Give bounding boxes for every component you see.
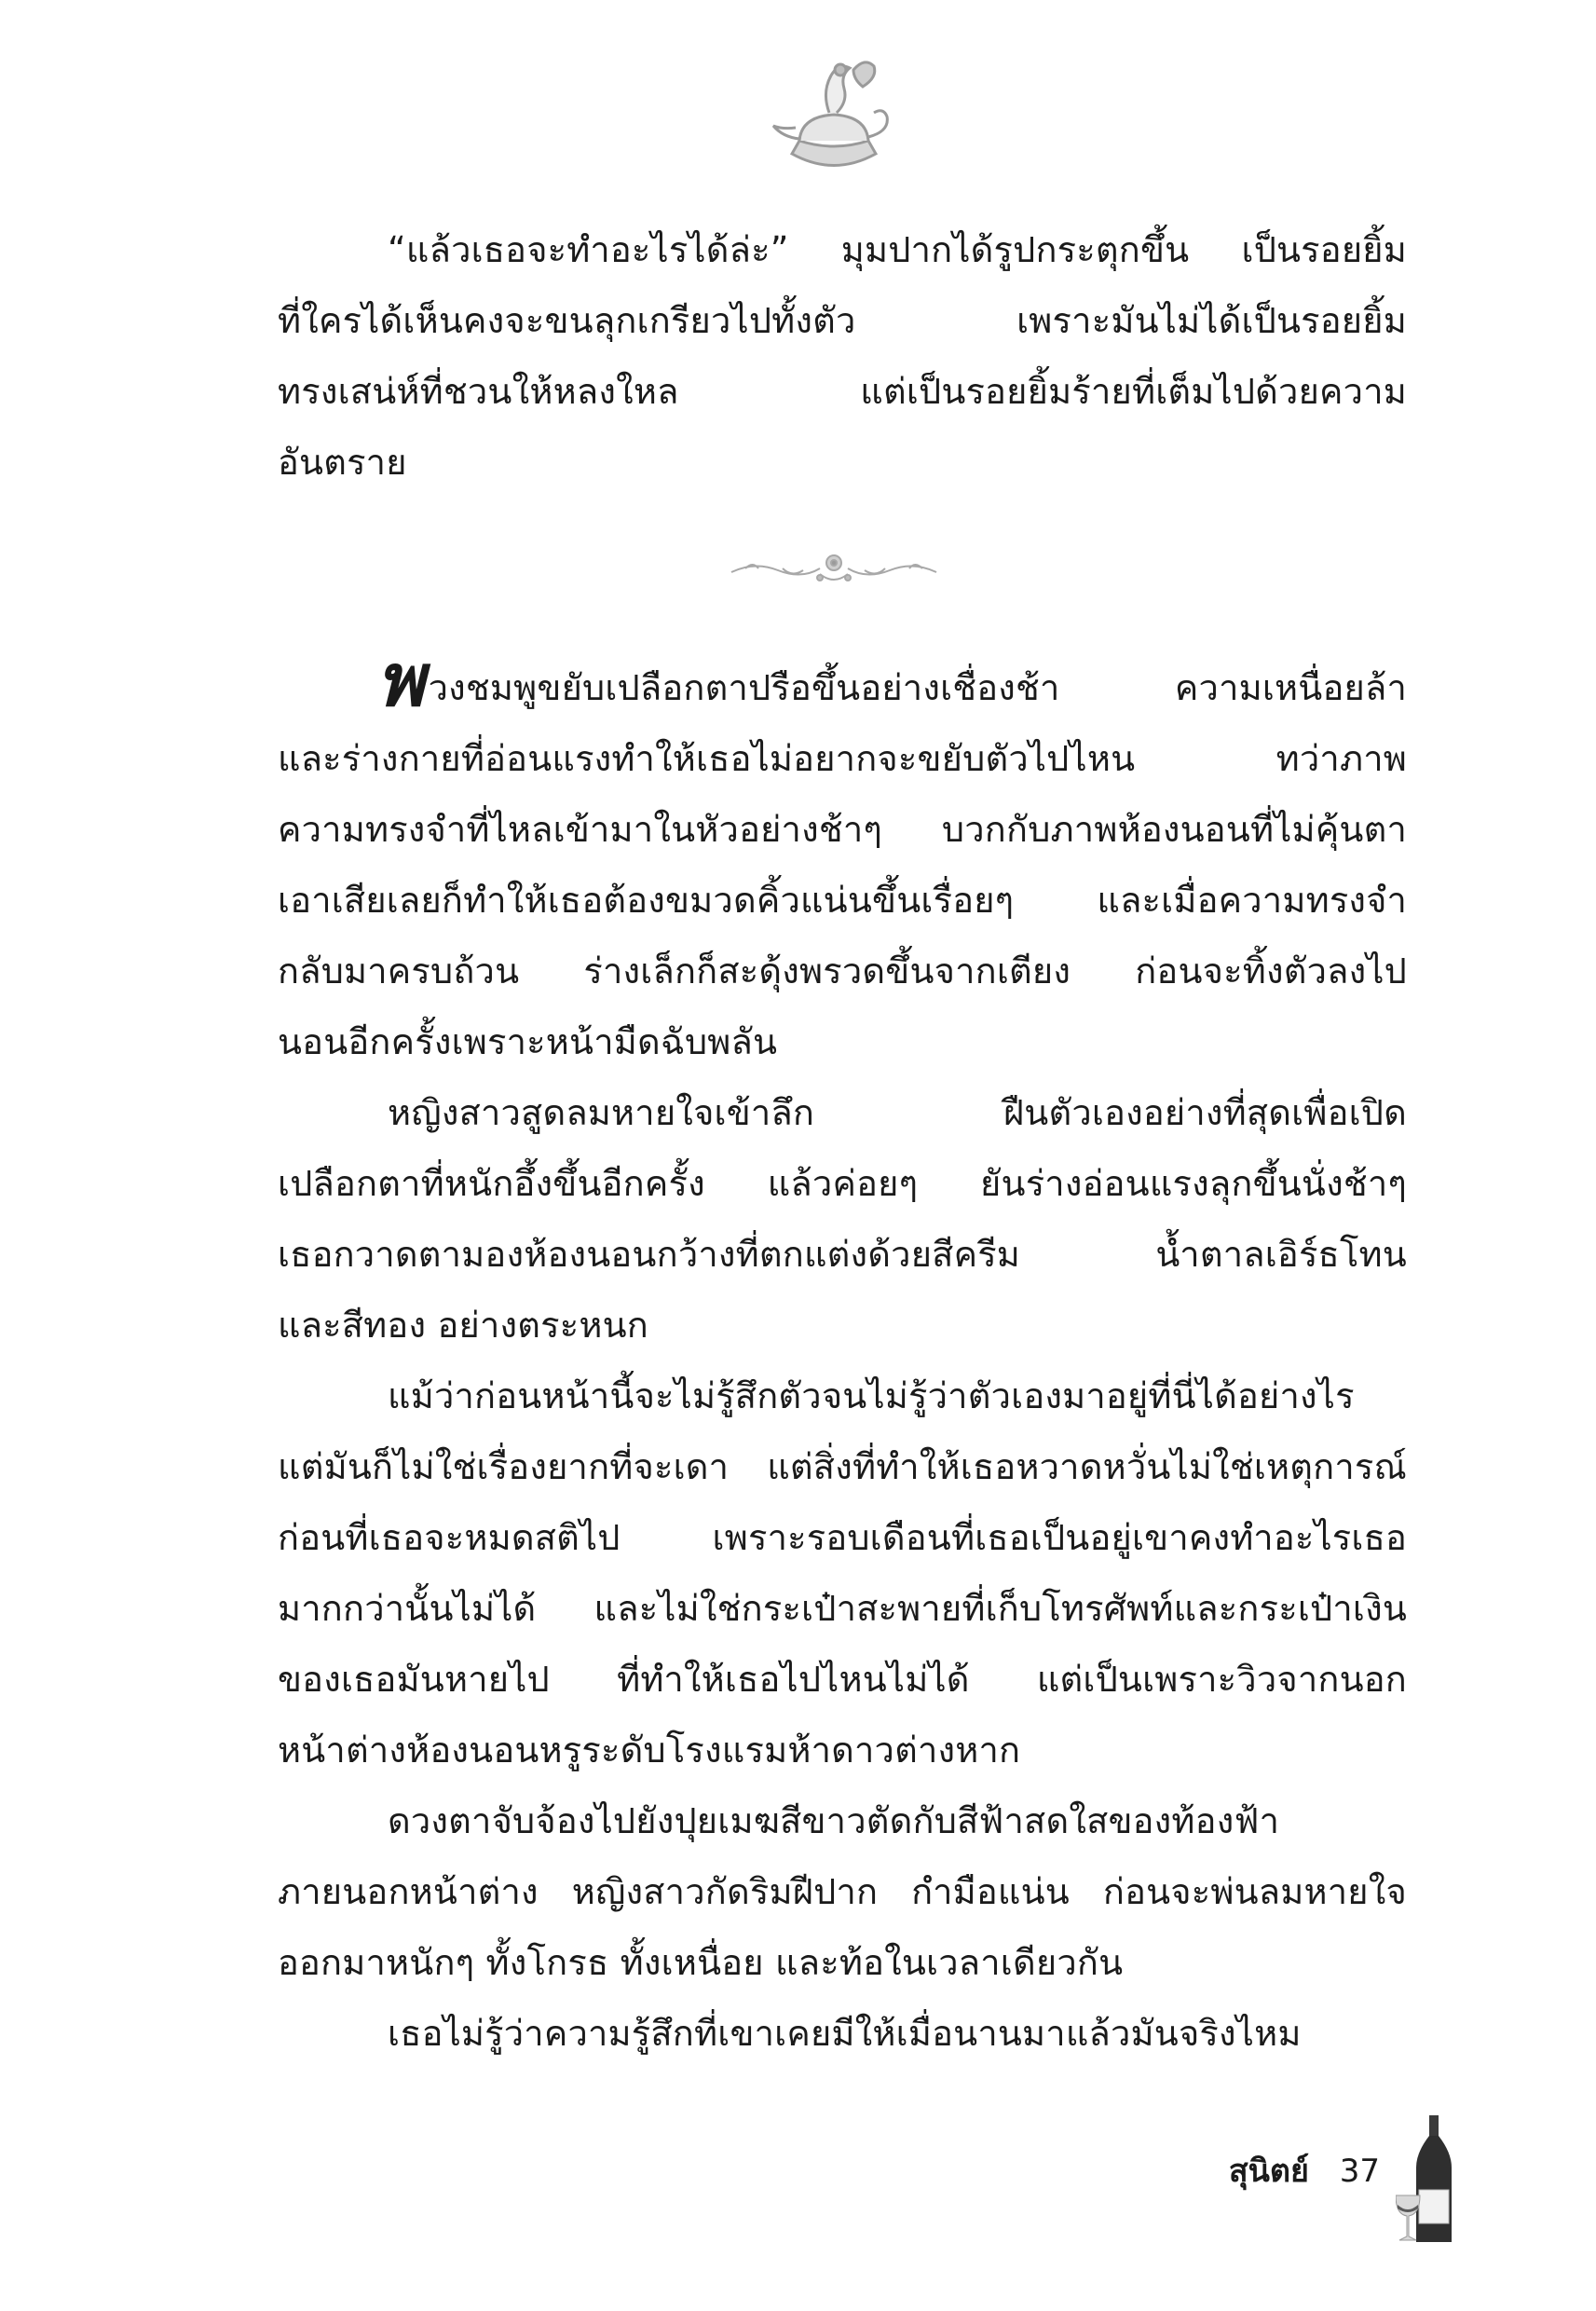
chapter-body	[278, 652, 1407, 2069]
text-line: แม้ว่าก่อนหน้านี้จะไม่รู้สึกตัวจนไม่รู้ว่าตัวเองมาอยู่ที่นี่ได้อย่างไร	[388, 1375, 1355, 1416]
author-name: สุนิตย์	[1228, 2153, 1309, 2190]
text-line: เธอไม่รู้ว่าความรู้สึกที่เขาเคยมีให้เมื่อนานมาแล้วมันจริงไหม	[388, 2013, 1302, 2054]
text-line	[278, 652, 1407, 723]
first-line-text: วงชมพูขยับเปลือกตาปรือขึ้นอย่างเชื่องช้า ความเหนื่อยล้า	[428, 667, 1407, 708]
text-line: ที่ใครได้เห็นคงจะขนลุกเกรียวไปทั้งตัว เพราะมันไม่ได้เป็นรอยยิ้ม	[278, 300, 1407, 341]
text-line: ทรงเสน่ห์ที่ชวนให้หลงใหล แต่เป็นรอยยิ้มร้ายที่เต็มไปด้วยความ	[278, 371, 1407, 412]
wine-bottle-glass-icon	[1396, 2115, 1463, 2246]
text-line: เอาเสียเลยก็ทำให้เธอต้องขมวดคิ้วแน่นขึ้นเรื่อยๆ และเมื่อความทรงจำ	[278, 880, 1407, 921]
text-line: หญิงสาวสูดลมหายใจเข้าลึก ฝืนตัวเองอย่างที่สุดเพื่อเปิด	[388, 1092, 1407, 1133]
genie-lamp-icon	[764, 51, 904, 182]
text-line: เปลือกตาที่หนักอึ้งขึ้นอีกครั้ง แล้วค่อยๆ ยันร่างอ่อนแรงลุกขึ้นนั่งช้าๆ	[278, 1163, 1407, 1204]
page-number: 37	[1339, 2153, 1380, 2190]
text-line: มากกว่านั้นไม่ได้ และไม่ใช่กระเป๋าสะพายที่เก็บโทรศัพท์และกระเป๋าเงิน	[278, 1588, 1407, 1629]
text-line: ความทรงจำที่ไหลเข้ามาในหัวอย่างช้าๆ บวกกับภาพห้องนอนที่ไม่คุ้นตา	[278, 809, 1407, 850]
text-line: กลับมาครบถ้วน ร่างเล็กก็สะดุ้งพรวดขึ้นจากเตียง ก่อนจะทิ้งตัวลงไป	[278, 950, 1407, 991]
text-line: และร่างกายที่อ่อนแรงทำให้เธอไม่อยากจะขยับตัวไปไหน ทว่าภาพ	[278, 738, 1407, 779]
text-line: แต่มันก็ไม่ใช่เรื่องยากที่จะเดา แต่สิ่งที่ทำให้เธอหวาดหวั่นไม่ใช่เหตุการณ์	[278, 1446, 1407, 1487]
text-line: นอนอีกครั้งเพราะหน้ามืดฉับพลัน	[278, 1021, 778, 1062]
text-line: ออกมาหนักๆ ทั้งโกรธ ทั้งเหนื่อย และท้อในเวลาเดียวกัน	[278, 1942, 1124, 1983]
text-line: อันตราย	[278, 442, 407, 483]
text-line: และสีทอง อย่างตระหนก	[278, 1305, 648, 1346]
text-line: ดวงตาจับจ้องไปยังปุยเมฆสีขาวตัดกับสีฟ้าสดใสของท้องฟ้า	[388, 1800, 1280, 1841]
text-line: เธอกวาดตามองห้องนอนกว้างที่ตกแต่งด้วยสีครีม น้ำตาลเอิร์ธโทน	[278, 1234, 1407, 1275]
text-line: หน้าต่างห้องนอนหรูระดับโรงแรมห้าดาวต่างหาก	[278, 1730, 1021, 1771]
intro-paragraph	[278, 214, 1407, 498]
floral-divider-icon	[727, 540, 941, 596]
text-line: “แล้วเธอจะทำอะไรได้ล่ะ” มุมปากได้รูปกระตุกขึ้น เป็นรอยยิ้ม	[388, 229, 1407, 270]
text-line: ภายนอกหน้าต่าง หญิงสาวกัดริมฝีปาก กำมือแน่น ก่อนจะพ่นลมหายใจ	[278, 1871, 1407, 1912]
text-line: ก่อนที่เธอจะหมดสติไป เพราะรอบเดือนที่เธอเป็นอยู่เขาคงทำอะไรเธอ	[278, 1517, 1407, 1558]
page-footer	[1229, 2153, 1380, 2190]
text-line: ของเธอมันหายไป ที่ทำให้เธอไปไหนไม่ได้ แต่เป็นเพราะวิวจากนอก	[278, 1659, 1407, 1700]
drop-cap: พ	[376, 652, 425, 723]
